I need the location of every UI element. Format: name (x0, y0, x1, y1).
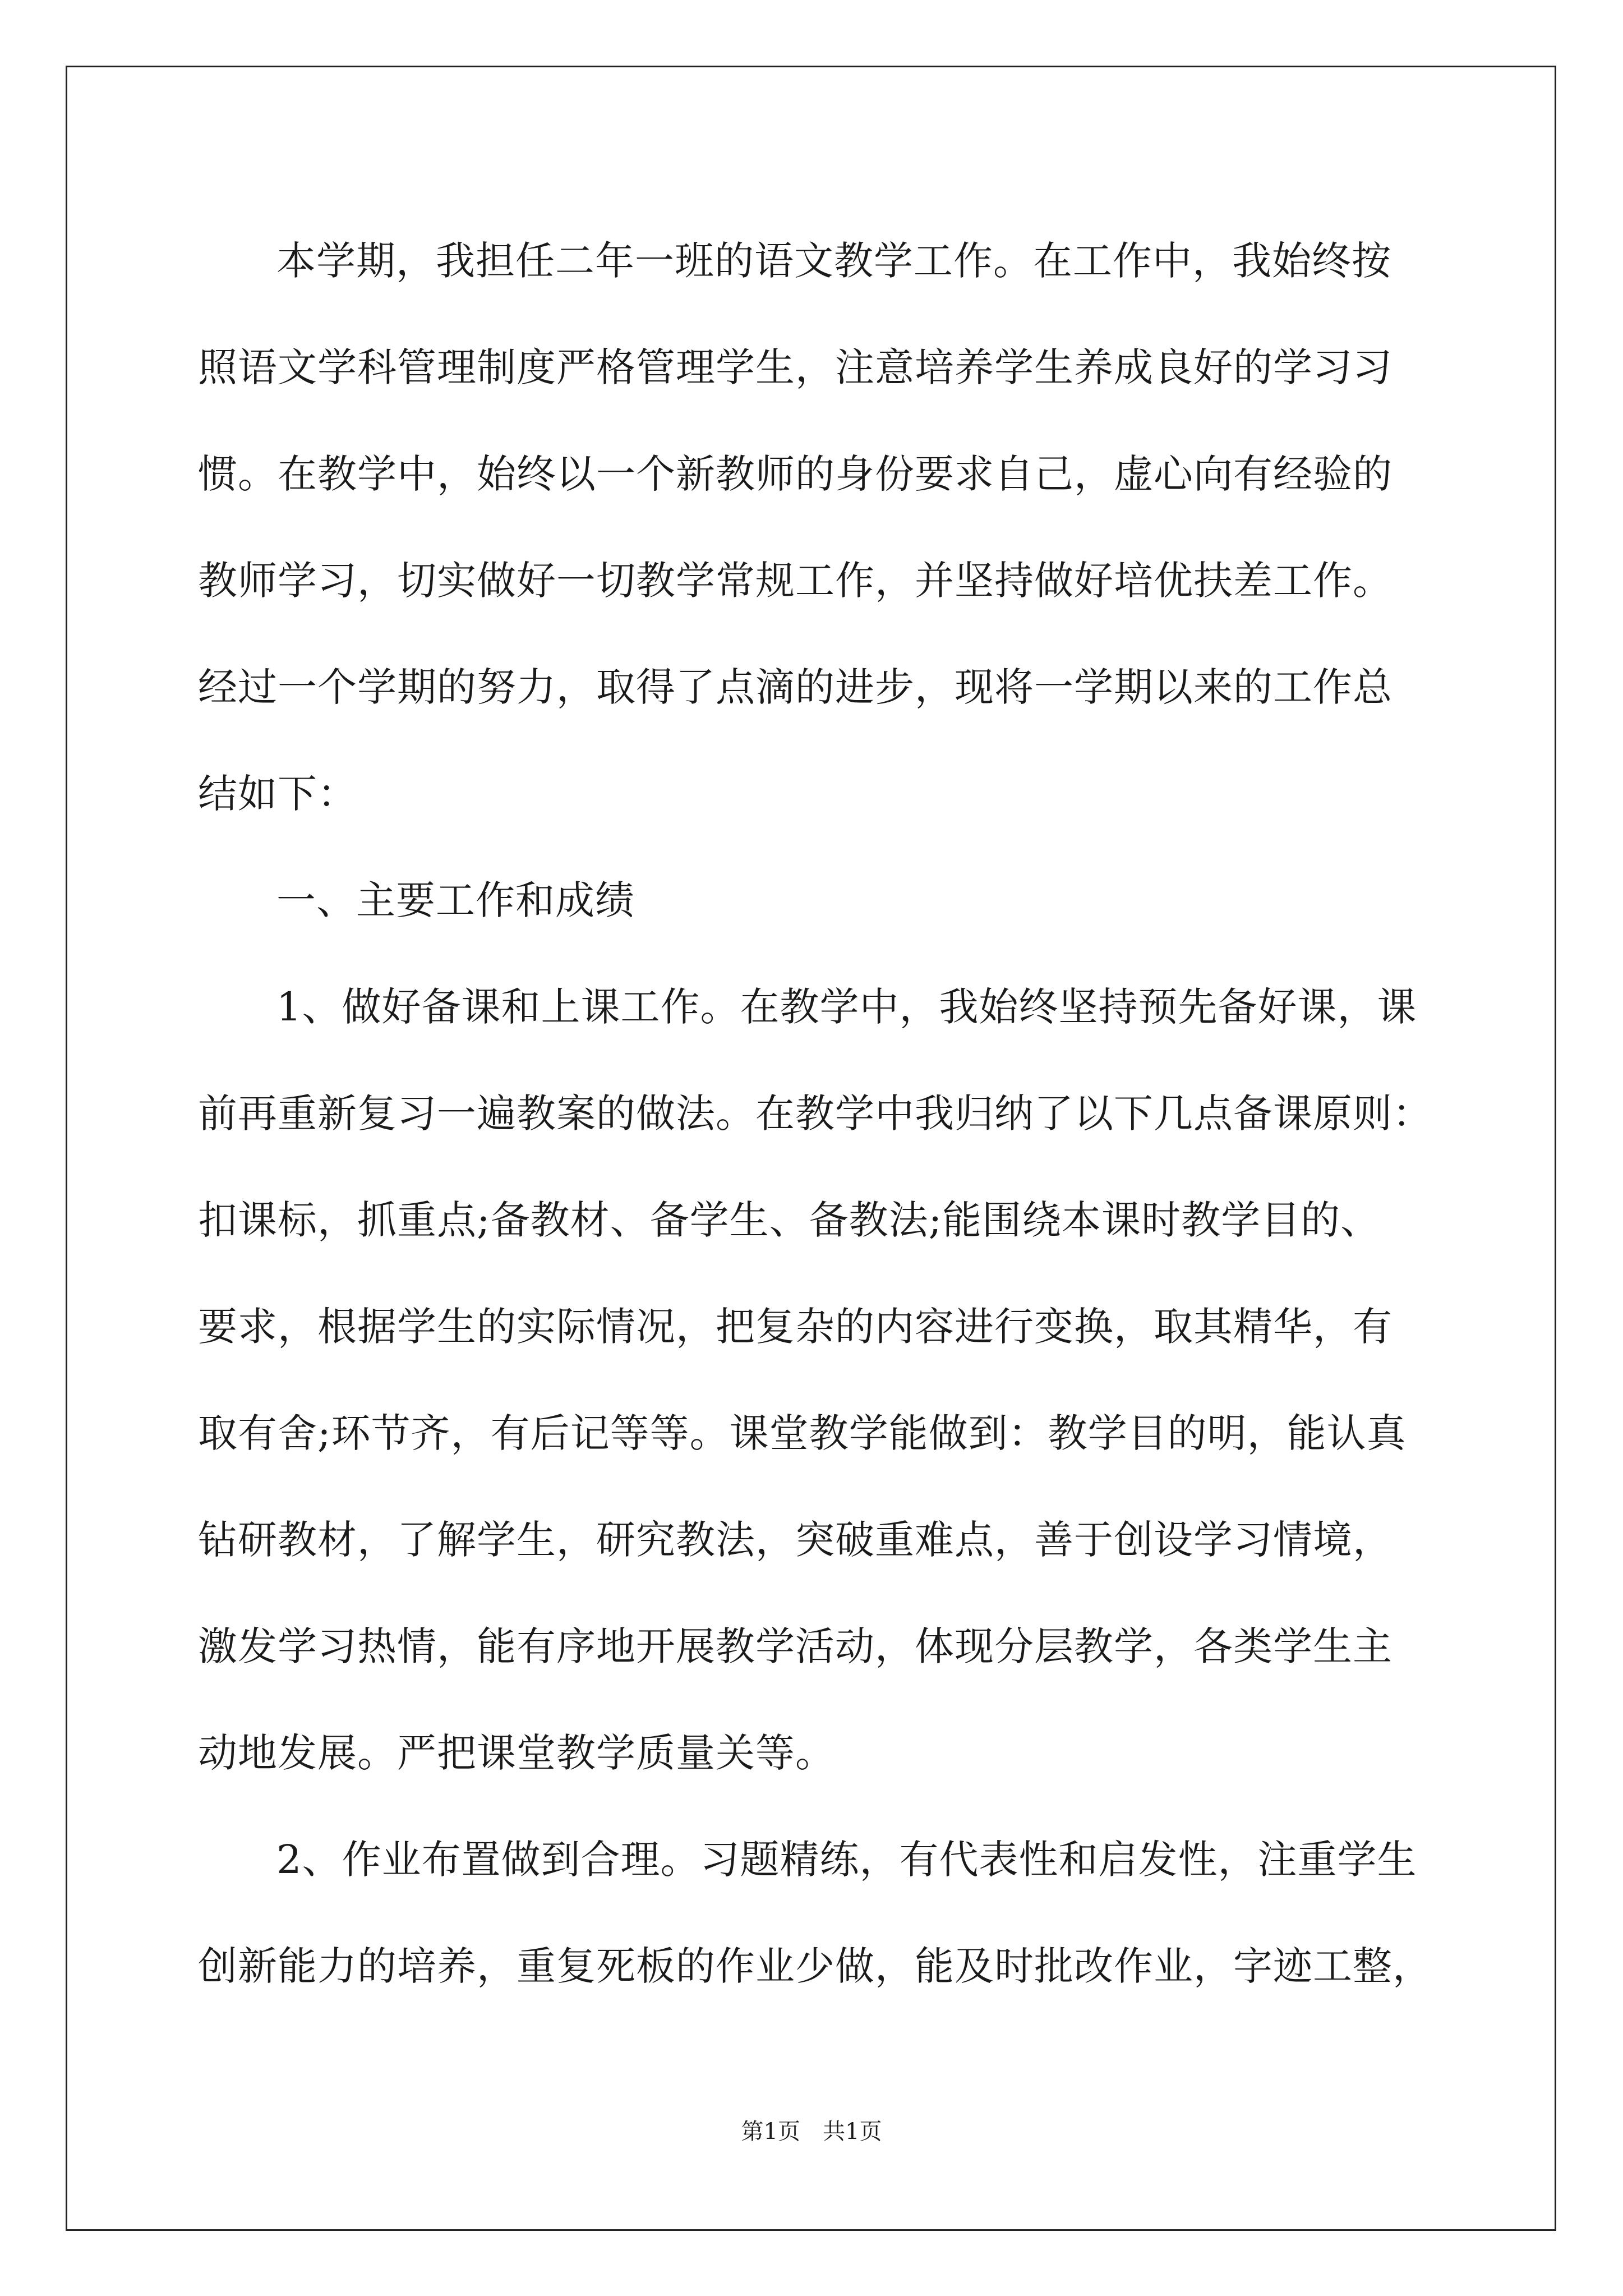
paragraph-line: 结如下： (198, 771, 357, 817)
paragraph-line: 激发学习热情，能有序地开展教学活动，体现分层教学，各类学生主 (198, 1623, 1393, 1669)
paragraph-line: 惯。在教学中，始终以一个新教师的身份要求自己，虚心向有经验的 (198, 451, 1393, 497)
paragraph-line: 2、作业布置做到合理。习题精练，有代表性和启发性，注重学生 (276, 1837, 1417, 1883)
paragraph-line: 照语文学科管理制度严格管理学生，注意培养学生养成良好的学习习 (198, 344, 1393, 390)
paragraph-line: 创新能力的培养，重复死板的作业少做，能及时批改作业，字迹工整， (198, 1943, 1432, 1989)
page-number-footer: 第1页 共1页 (741, 2119, 882, 2145)
paragraph-line: 要求，根据学生的实际情况，把复杂的内容进行变换，取其精华，有 (198, 1304, 1393, 1350)
paragraph-line: 扣课标，抓重点;备教材、备学生、备教法;能围绕本课时教学目的、 (198, 1197, 1381, 1243)
paragraph-line: 前再重新复习一遍教案的做法。在教学中我归纳了以下几点备课原则： (198, 1091, 1432, 1137)
paragraph-line: 动地发展。严把课堂教学质量关等。 (198, 1730, 835, 1776)
paragraph-line: 本学期，我担任二年一班的语文教学工作。在工作中，我始终按 (276, 238, 1391, 284)
section-heading: 一、主要工作和成绩 (276, 877, 635, 923)
document-body (198, 208, 1432, 2019)
paragraph-line: 1、做好备课和上课工作。在教学中，我始终坚持预先备好课，课 (276, 984, 1417, 1030)
paragraph-line: 教师学习，切实做好一切教学常规工作，并坚持做好培优扶差工作。 (198, 558, 1393, 604)
paragraph-line: 钻研教材，了解学生，研究教法，突破重难点，善于创设学习情境， (198, 1517, 1393, 1563)
paragraph-line: 经过一个学期的努力，取得了点滴的进步，现将一学期以来的工作总 (198, 664, 1393, 710)
paragraph-line: 取有舍;环节齐，有后记等等。课堂教学能做到：教学目的明，能认真 (198, 1410, 1407, 1456)
